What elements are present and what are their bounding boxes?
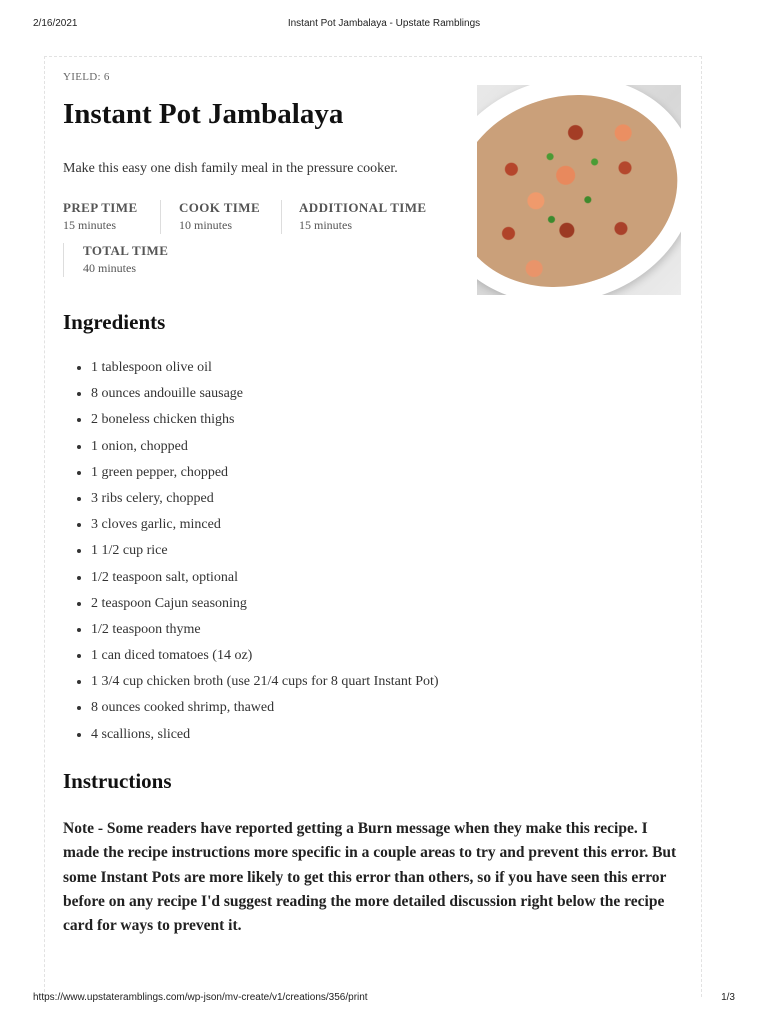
- recipe-title: Instant Pot Jambalaya: [63, 98, 344, 130]
- total-time: [63, 243, 168, 277]
- ingredient-item: • 3 cloves garlic, minced: [91, 514, 651, 540]
- additional-time: [281, 200, 426, 234]
- additional-time-value: 15 minutes: [299, 218, 352, 232]
- ingredient-item: • 1 green pepper, chopped: [91, 462, 651, 488]
- ingredient-item: • 1/2 teaspoon thyme: [91, 619, 651, 645]
- recipe-description: Make this easy one dish family meal in the pressure cooker.: [63, 161, 398, 176]
- print-footer: [0, 992, 768, 1006]
- recipe-photo: [477, 85, 681, 295]
- ingredient-item: • 2 teaspoon Cajun seasoning: [91, 593, 651, 619]
- ingredient-item: • 4 scallions, sliced: [91, 724, 651, 750]
- ingredient-item: • 2 boneless chicken thighs: [91, 409, 651, 435]
- ingredient-item: • 3 ribs celery, chopped: [91, 488, 651, 514]
- ingredient-item: • 1/2 teaspoon salt, optional: [91, 567, 651, 593]
- ingredient-item: • 8 ounces cooked shrimp, thawed: [91, 697, 651, 723]
- print-url: https://www.upstateramblings.com/wp-json/mv-create/v1/creations/356/print: [33, 992, 368, 1003]
- total-time-label: TOTAL TIME: [83, 243, 169, 258]
- cook-time-label: COOK TIME: [179, 200, 261, 215]
- cook-time-value: 10 minutes: [179, 218, 232, 232]
- prep-time-value: 15 minutes: [63, 218, 116, 232]
- additional-time-label: ADDITIONAL TIME: [299, 200, 427, 215]
- print-page-number: 1/3: [721, 992, 735, 1003]
- ingredient-item: • 1 tablespoon olive oil: [91, 357, 651, 383]
- print-page-title: Instant Pot Jambalaya - Upstate Ramblings: [287, 18, 481, 29]
- ingredient-item: • 8 ounces andouille sausage: [91, 383, 651, 409]
- ingredient-item: • 1 can diced tomatoes (14 oz): [91, 645, 651, 671]
- cook-time: [160, 200, 260, 234]
- ingredient-item: • 1 1/2 cup rice: [91, 540, 651, 566]
- print-header: [0, 18, 768, 32]
- prep-time: [63, 200, 138, 233]
- prep-time-label: PREP TIME: [63, 200, 138, 215]
- instructions-note: Note - Some readers have reported getting a Burn message when they make this recipe. I made the recipe instructions more specific in a couple areas to try and prevent this error. But some Instant Pots are more likely to get this error than others, so if you have seen this error before on any recipe I'd suggest reading the more detailed discussion right below the recipe card for ways to prevent it.: [63, 820, 677, 935]
- ingredients-heading: Ingredients: [63, 310, 166, 334]
- ingredient-item: • 1 3/4 cup chicken broth (use 21/4 cups for 8 quart Instant Pot): [91, 671, 651, 697]
- instructions-heading: Instructions: [63, 769, 172, 793]
- recipe-yield: YIELD: 6: [63, 71, 110, 83]
- ingredient-item: • 1 onion, chopped: [91, 436, 651, 462]
- ingredients-list: [63, 357, 651, 750]
- print-date: 2/16/2021: [33, 18, 78, 29]
- total-time-value: 40 minutes: [83, 261, 136, 275]
